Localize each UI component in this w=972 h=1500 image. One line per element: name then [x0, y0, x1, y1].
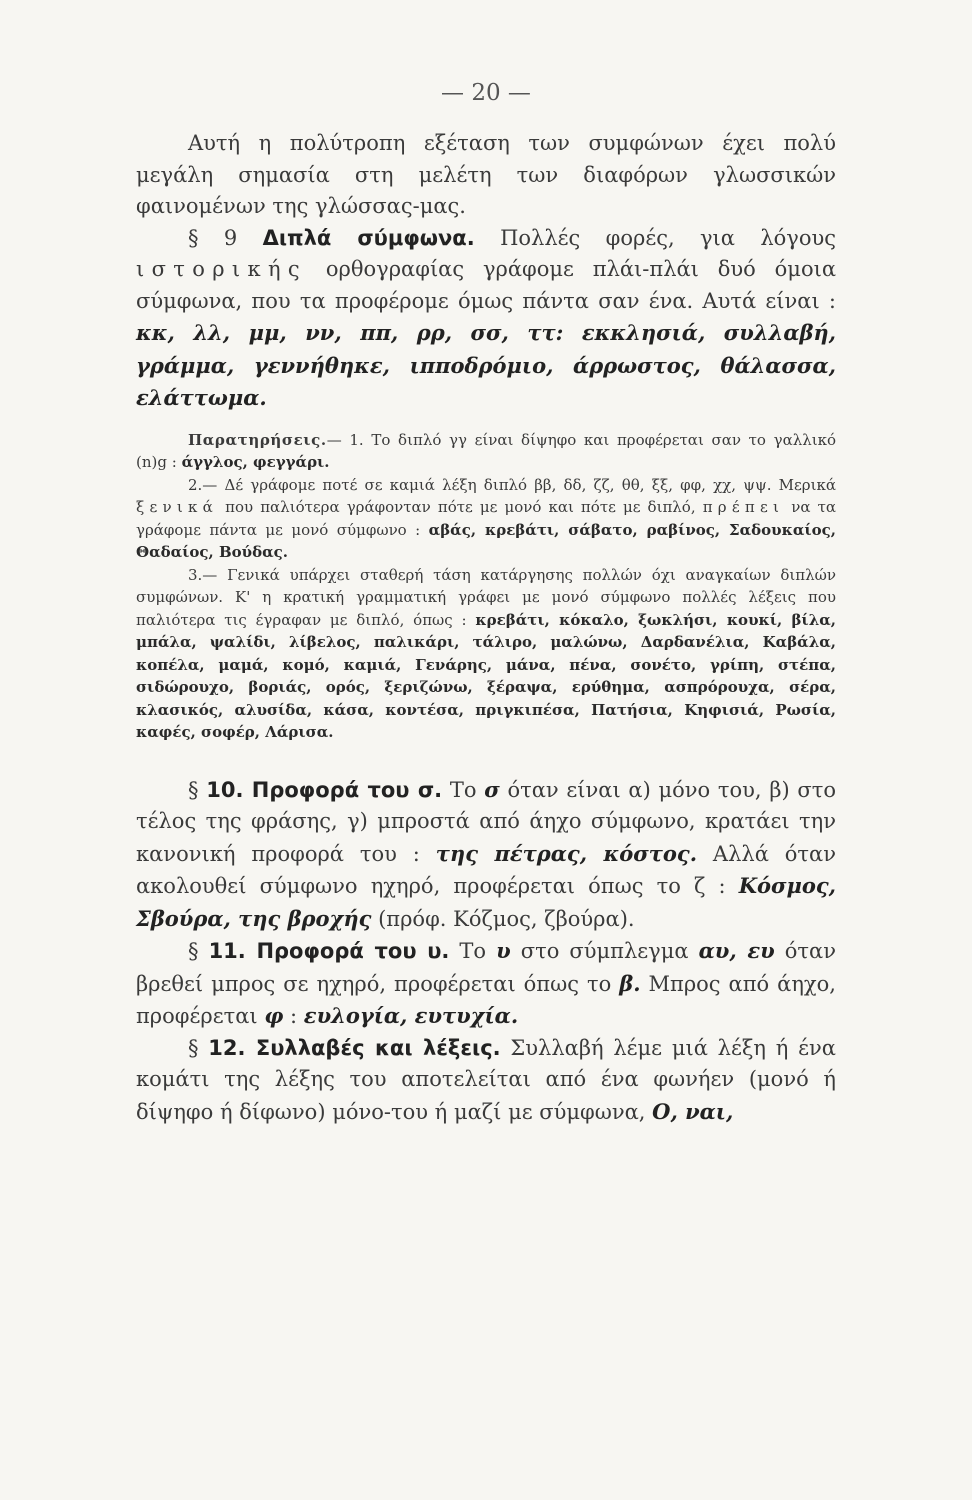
section-10-mark: § [188, 777, 199, 802]
page-number: — 20 — [441, 80, 531, 106]
section-11-text: Το [459, 939, 487, 963]
section-10-example-2: Κόσμος, Σβούρα, της βροχής [136, 873, 836, 931]
notes-block [136, 429, 836, 744]
section-11-symbol: υ [496, 938, 511, 963]
section-10-symbol: σ [484, 776, 500, 802]
section-11-phi: φ [264, 1003, 284, 1028]
note-2-text-3: να τα γράφομε πάντα με μονό σύμφωνο : [136, 498, 836, 539]
section-11-beta: β. [619, 970, 641, 996]
section-10-title: 10. Προφορά του σ. [206, 777, 443, 802]
section-11-mark: § [188, 939, 199, 963]
note-2-spaced-word-2: πρέπει [702, 498, 785, 516]
section-11-examples: ευλογία, ευτυχία. [303, 1003, 519, 1028]
note-3-label: 3.— [188, 565, 218, 584]
note-3 [136, 564, 836, 744]
section-9-examples: κκ, λλ, μμ, νν, ππ, ρρ, σσ, ττ: εκκλησιά, συλλαβή, γράμμα, γεννήθηκε, ιπποδρόμιο, άρρωστος, θάλασσα, ελάττωμα. [136, 320, 836, 410]
section-10-text-4: (πρόφ. Κόζμος, ζβούρα). [378, 906, 635, 931]
section-9-spaced-word: ιστορικής [136, 257, 308, 281]
section-10-example-1: της πέτρας, κόστος. [435, 840, 698, 866]
section-12-examples: Ο, ναι, [652, 1098, 734, 1124]
section-11-title: 11. Προφορά του υ. [208, 939, 450, 963]
note-3-examples: κρεβάτι, κόκαλο, ξωκλήσι, κουκί, βίλα, μπάλα, ψαλίδι, λίβελος, παλικάρι, τάλιρο, μαλώνω, Δαρδανέλια, Καβάλα, κοπέλα, μαμά, κομό, καμιά, Γενάρης, μάνα, πένα, σονέτο, γρίπη, στέπα, σιδώρουχο, βοριάς, ορός, ξεριζώνω, ξέραψα, ερύθημα, ασπρόρουχα, σέρα, κλασικός, αλυσίδα, κάσα, κοντέσα, πριγκιπέσα, Πατήσια, Κηφισιά, Ρωσία, καφές, σοφέρ, Λάρισα. [136, 610, 836, 741]
section-10-text-3: Αλλά όταν ακολουθεί σύμφωνο ηχηρό, προφέρεται όπως το ζ : [136, 841, 836, 898]
note-2-examples: αβάς, κρεβάτι, σάβατο, ραβίνος, Σαδουκαίος, Θαδαίος, Βούδας. [136, 520, 836, 561]
section-9-mark: § 9 [188, 225, 238, 250]
section-9-paragraph [136, 223, 836, 415]
note-2-text: Δέ γράφομε ποτέ σε καμιά λέξη διπλό ββ, δδ, ζζ, θθ, ξξ, φφ, χχ, ψψ. Μερικά [224, 475, 836, 494]
note-2-spaced-word: ξενικά [136, 498, 219, 516]
note-3-text: Γενικά υπάρχει σταθερή τάση κατάργησης πολλών όχι αναγκαίων διπλών συμφώνων. Κ' η κρατική γραμματική γράφει με μονό σύμφωνο πολλές λέξεις που παλιότερα τις έγραφαν με διπλό, όπως : [136, 565, 836, 629]
note-1-examples: άγγλος, φεγγάρι. [181, 453, 330, 471]
section-11-text-4: Μπρος από άηχο, προφέρεται [136, 971, 836, 1028]
section-11-text-2: στο σύμπλεγμα [520, 939, 689, 963]
note-1 [136, 429, 836, 474]
note-2-text-2: που παλιότερα γράφονταν πότε με μονό και πότε με διπλό, [225, 498, 696, 516]
intro-paragraph: Αυτή η πολύτροπη εξέταση των συμφώνων έχει πολύ μεγάλη σημασία στη μελέτη των διαφόρων γλωσσικών φαινομένων της γλώσσας-μας. [136, 131, 836, 218]
section-12-title: 12. Συλλαβές και λέξεις. [208, 1035, 501, 1060]
section-10-text-2: όταν είναι α) μόνο του, β) στο τέλος της φράσης, γ) μπροστά από άηχο σύμφωνο, κρατάει την κανονική προφορά του : [136, 777, 836, 866]
section-9-text-2: ορθογραφίας γράφομε πλάι-πλάι δυό όμοια σύμφωνα, που τα προφέρομε όμως πάντα σαν ένα. Αυτά είναι : [136, 257, 837, 313]
section-11-colon: : [290, 1004, 298, 1028]
note-2-label: 2.— [188, 475, 218, 494]
section-12-paragraph [136, 1033, 836, 1129]
section-gap [136, 744, 836, 774]
section-10-paragraph [136, 774, 836, 936]
section-11-cluster: αυ, ευ [698, 938, 775, 963]
section-11-text-3: όταν βρεθεί μπρος σε ηχηρό, προφέρεται όπως το [136, 939, 836, 996]
section-11-paragraph [136, 935, 836, 1033]
section-9-text: Πολλές φορές, για λόγους [500, 225, 836, 250]
note-1-label: — 1. [326, 430, 364, 449]
section-9-title: Διπλά σύμφωνα. [262, 225, 475, 250]
note-1-text: Το διπλό γγ είναι δίψηφο και προφέρεται σαν το γαλλικό (n)g : [136, 430, 837, 471]
section-12-mark: § [188, 1035, 199, 1060]
text-body [136, 128, 836, 1128]
section-10-text: Το [449, 777, 477, 802]
section-12-text: Συλλαβή λέμε μιά λέξη ή ένα κομάτι της λέξης του αποτελείται από ένα φωνήεν (μονό ή δίψηφο ή δίφωνο) μόνο-του ή μαζί με σύμφωνα, [136, 1035, 836, 1124]
note-2 [136, 474, 836, 564]
notes-heading: Παρατηρήσεις. [188, 430, 327, 449]
